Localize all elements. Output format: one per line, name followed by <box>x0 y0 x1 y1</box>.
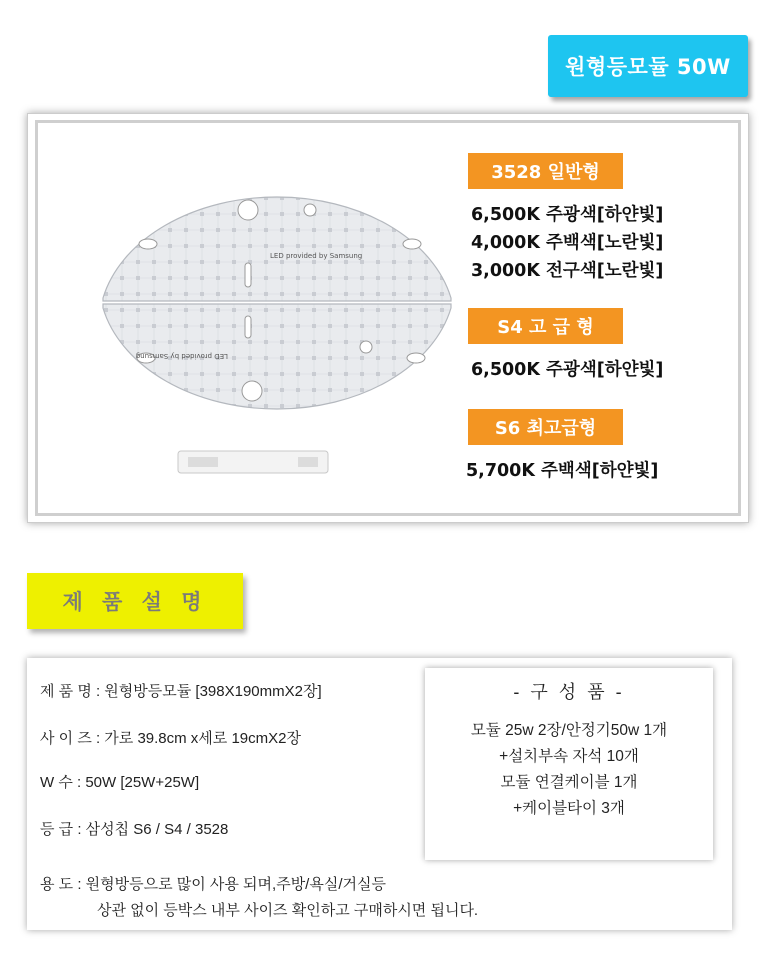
option-3528-spec-3: 3,000K 전구색[노란빛] <box>471 261 664 281</box>
product-watt-row: W 수 : 50W [25W+25W] <box>40 774 200 791</box>
product-overview-panel <box>27 113 749 523</box>
module-print-bottom: LED provided by Samsung <box>135 352 228 360</box>
option-s6-badge: S6 최고급형 <box>468 409 623 445</box>
component-item: 모듈 25w 2장/안정기50w 1개 <box>470 722 668 739</box>
components-box <box>425 668 713 860</box>
product-title-badge: 원형등모듈 50W <box>548 35 748 97</box>
option-3528-spec-2: 4,000K 주백색[노란빛] <box>471 233 664 253</box>
component-item: +케이블타이 3개 <box>513 800 625 817</box>
product-overview-frame <box>35 120 741 516</box>
option-s4-spec-1: 6,500K 주광색[하얀빛] <box>471 360 664 380</box>
components-title: - 구 성 품 - <box>513 682 625 702</box>
module-print-top: LED provided by Samsung <box>270 252 363 260</box>
component-item: +설치부속 자석 10개 <box>499 748 639 765</box>
product-name-row: 제 품 명 : 원형방등모듈 [398X190mmX2장] <box>40 683 322 700</box>
option-3528-badge: 3528 일반형 <box>468 153 623 189</box>
option-s6-spec-1: 5,700K 주백색[하얀빛] <box>466 461 659 481</box>
product-size-row: 사 이 즈 : 가로 39.8cm x세로 19cmX2장 <box>40 730 301 747</box>
product-description-title: 제 품 설 명 <box>27 573 243 629</box>
product-grade-row: 등 급 : 삼성칩 S6 / S4 / 3528 <box>40 821 229 838</box>
component-item: 모듈 연결케이블 1개 <box>500 774 638 791</box>
option-3528-spec-1: 6,500K 주광색[하얀빛] <box>471 205 664 225</box>
product-usage-row: 용 도 : 원형방등으로 많이 사용 되며,주방/욕실/거실등 <box>40 876 386 893</box>
option-s4-badge: S4 고 급 형 <box>468 308 623 344</box>
led-module-image <box>98 158 458 498</box>
product-usage-row-2: 상관 없이 등박스 내부 사이즈 확인하고 구매하시면 됩니다. <box>97 902 479 919</box>
